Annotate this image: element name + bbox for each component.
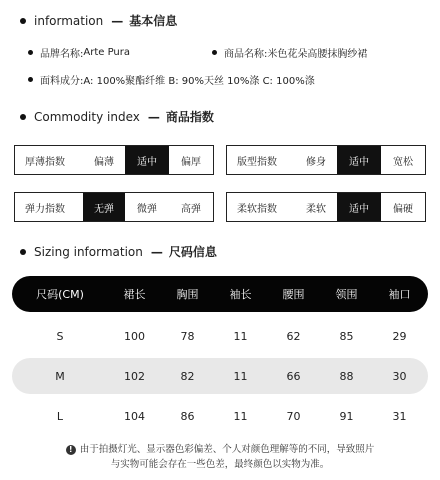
bullet-icon	[28, 77, 33, 82]
index-option: 微弹	[137, 203, 157, 215]
basic-info-title: information — 基本信息	[20, 12, 182, 29]
softness-index	[226, 192, 426, 222]
bullet-icon	[20, 249, 26, 255]
sizing-info-title: Sizing information — 尺码信息	[20, 243, 222, 260]
product-label: 商品名称:	[224, 49, 268, 60]
index-option: 适中	[337, 193, 381, 221]
index-option: 柔软	[306, 203, 326, 215]
elasticity-index	[14, 192, 214, 222]
header-neck: 领围	[335, 288, 358, 301]
fit-index	[226, 145, 426, 175]
index-option: 宽松	[393, 156, 413, 168]
index-label: 版型指数	[237, 156, 277, 168]
table-row: L 104 86 11 70 91 31	[56, 409, 407, 423]
index-label: 厚薄指数	[25, 156, 65, 168]
header-sleeve-length: 袖长	[229, 288, 252, 301]
fabric-row	[28, 72, 315, 87]
index-option: 修身	[306, 156, 326, 168]
commodity-index-title: Commodity index — 商品指数	[20, 108, 219, 125]
info-icon: !	[66, 445, 76, 455]
fabric-label: 面料成分:	[40, 76, 84, 87]
bullet-icon	[212, 50, 217, 55]
header-bust: 胸围	[176, 288, 199, 301]
index-label: 弹力指数	[25, 203, 65, 215]
fabric-value: A: 100%聚酯纤维 B: 90%天丝 10%涤 C: 100%涤	[83, 76, 315, 87]
index-option: 适中	[337, 146, 381, 174]
brand-label: 品牌名称:	[40, 49, 84, 60]
header-size: 尺码(CM)	[36, 288, 84, 301]
index-option: 偏薄	[94, 156, 114, 168]
index-option: 偏硬	[393, 203, 413, 215]
product-value: 米色花朵高腰抹胸纱裙	[267, 49, 368, 60]
size-table-header	[12, 276, 428, 312]
brand-value: Arte Pura	[83, 47, 131, 58]
thickness-index	[14, 145, 214, 175]
bullet-icon	[28, 50, 33, 55]
index-option: 无弹	[83, 193, 125, 221]
header-waist: 腰围	[282, 288, 305, 301]
table-row: S 100 78 11 62 85 29	[56, 329, 407, 343]
index-option: 适中	[125, 146, 169, 174]
bullet-icon	[20, 114, 26, 120]
color-disclaimer: ! 由于拍摄灯光、显示器色彩偏差、个人对颜色理解等的不同，导致照片 与实物可能会存在一些色差，最终颜色以实物为准。	[0, 442, 440, 472]
index-option: 高弹	[181, 203, 201, 215]
product-row	[212, 45, 367, 60]
bullet-icon	[20, 18, 26, 24]
brand-row	[28, 45, 130, 60]
index-label: 柔软指数	[237, 203, 277, 215]
table-row: M 102 82 11 66 88 30	[12, 358, 428, 394]
header-cuff: 袖口	[388, 288, 411, 301]
index-option: 偏厚	[181, 156, 201, 168]
header-skirt-length: 裙长	[123, 288, 146, 301]
